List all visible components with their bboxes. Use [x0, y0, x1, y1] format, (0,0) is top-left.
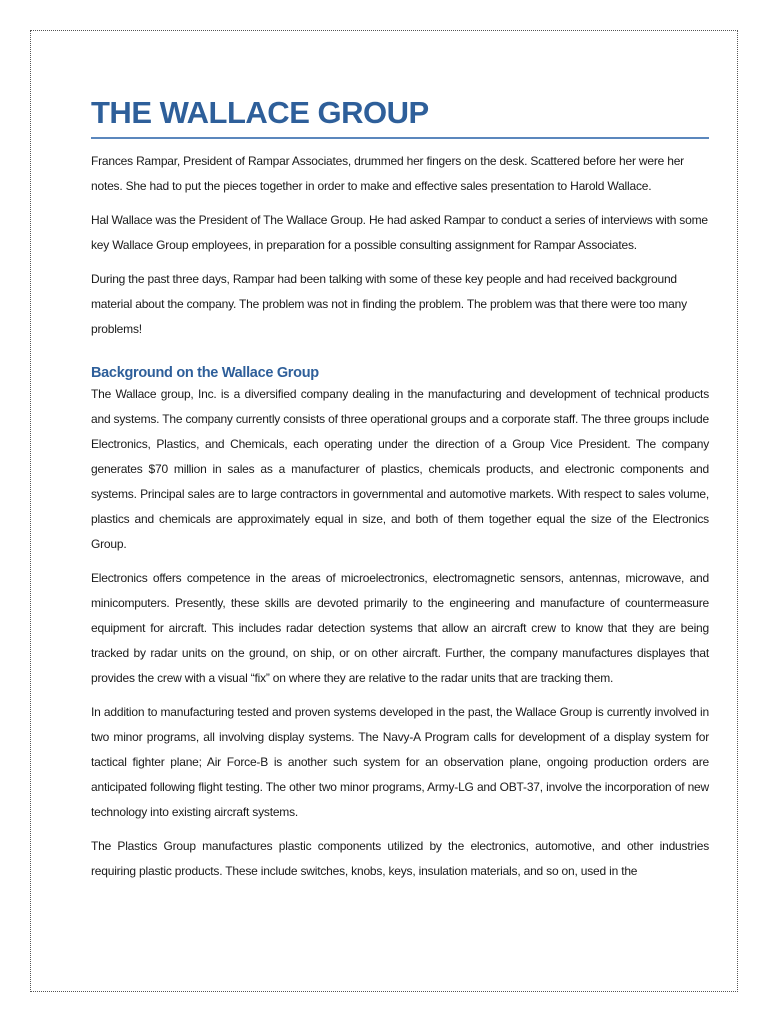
section-paragraph: Electronics offers competence in the areas of microelectronics, electromagnetic sensors, antennas, microwave, and minicomputers. Presently, these skills are devoted primarily to the engineering and manufacture of countermeasure equipment for aircraft. This includes radar detection systems that allow an aircraft crew to know that they are being tracked by radar units on the ground, on ship, or on other aircraft. Further, the company manufactures displayes that provides the crew with a visual “fix” on where they are relative to the radar units that are tracking them. — [91, 571, 709, 685]
intro-paragraph: Hal Wallace was the President of The Wallace Group. He had asked Rampar to conduct a series of interviews with some key Wallace Group employees, in preparation for a possible consulting assignment for Rampar Associates. — [91, 213, 708, 252]
intro-paragraph: Frances Rampar, President of Rampar Associates, drummed her fingers on the desk. Scattered before her were her notes. She had to put the pieces together in order to make and effective sales presentation to Harold Wallace. — [91, 154, 684, 193]
section-paragraph: In addition to manufacturing tested and proven systems developed in the past, the Wallace Group is currently involved in two minor programs, all involving display systems. The Navy-A Program calls for development of a display system for tactical fighter plane; Air Force-B is another such system for an observation plane, ongoing production orders are anticipated following flight testing. The other two minor programs, Army-LG and OBT-37, involve the incorporation of new technology into existing aircraft systems. — [91, 705, 709, 819]
section-heading: Background on the Wallace Group — [91, 365, 319, 381]
document-page — [30, 30, 738, 992]
document-title: THE WALLACE GROUP — [91, 95, 709, 139]
section-paragraph: The Wallace group, Inc. is a diversified company dealing in the manufacturing and development of technical products and systems. The company currently consists of three operational groups and a corporate staff. The three groups include Electronics, Plastics, and Chemicals, each operating under the direction of a Group Vice President. The company generates $70 million in sales as a manufacturer of plastics, chemicals products, and electronic components and systems. Principal sales are to large contractors in governmental and automotive markets. With respect to sales volume, plastics and chemicals are approximately equal in size, and both of them together equal the size of the Electronics Group. — [91, 387, 709, 551]
section-paragraph: The Plastics Group manufactures plastic components utilized by the electronics, automotive, and other industries requiring plastic products. These include switches, knobs, keys, insulation materials, and so on, used in the — [91, 839, 709, 878]
intro-paragraph: During the past three days, Rampar had been talking with some of these key people and had received background material about the company. The problem was not in finding the problem. The problem was that there were too many problems! — [91, 272, 687, 336]
page-content — [91, 95, 709, 893]
